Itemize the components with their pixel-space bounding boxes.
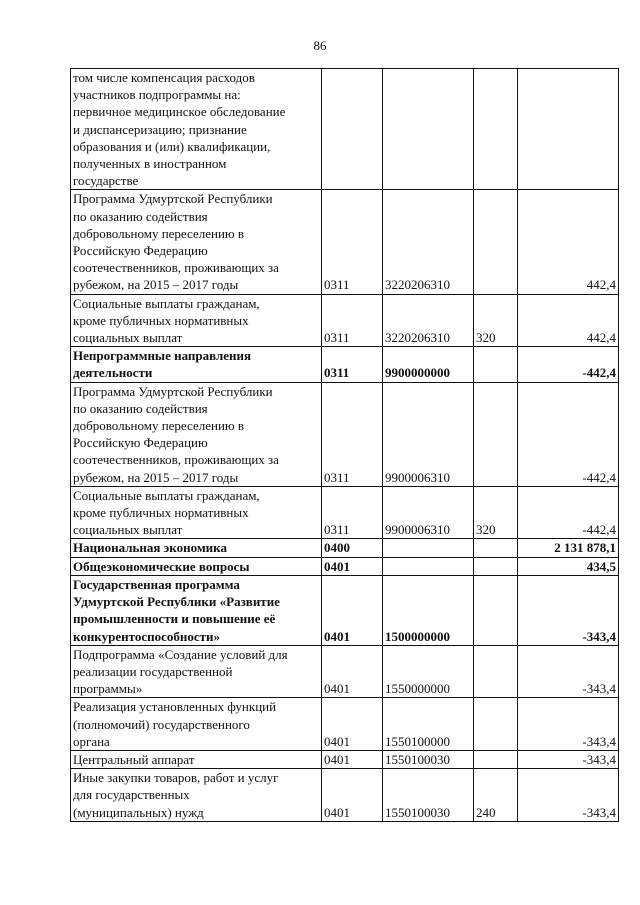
- row-name: [71, 557, 322, 575]
- table-row: [71, 575, 619, 645]
- row-name: [71, 347, 322, 382]
- row-article-code-text: 3220206310: [385, 277, 450, 293]
- row-name: [71, 294, 322, 347]
- row-section-code-text: 0401: [324, 681, 350, 697]
- row-article-code: [383, 486, 474, 539]
- row-amount: [518, 69, 619, 190]
- row-section-code-text: 0311: [324, 330, 350, 346]
- row-section-code-text: 0311: [324, 277, 350, 293]
- row-article-code: [383, 698, 474, 751]
- row-amount: [518, 557, 619, 575]
- table-row: [71, 294, 619, 347]
- row-name: [71, 382, 322, 486]
- row-name-text: Реализация установленных функций (полномочий) государственного органа: [73, 699, 277, 749]
- table-row: [71, 539, 619, 557]
- row-name-text: Иные закупки товаров, работ и услуг для государственных (муниципальных) нужд: [73, 770, 279, 820]
- row-article-code-text: 1550100030: [385, 804, 450, 820]
- row-section-code: [322, 190, 383, 294]
- row-amount-text: -343,4: [582, 681, 616, 697]
- table-row: [71, 382, 619, 486]
- row-article-code: [383, 347, 474, 382]
- row-section-code-text: 0401: [324, 628, 350, 644]
- row-section-code: [322, 750, 383, 768]
- row-name: [71, 645, 322, 698]
- row-name-text: Программа Удмуртской Республики по оказанию содействия добровольному переселению в Российскую Федерацию соотечественников, проживающих за рубежом, на 2015 – 2017 годы: [73, 383, 279, 485]
- row-article-code-text: 1550100000: [385, 733, 450, 749]
- row-expense-type: [474, 769, 518, 822]
- row-section-code: [322, 575, 383, 645]
- row-name-text: Подпрограмма «Создание условий для реализации государственной программы»: [73, 646, 288, 697]
- row-section-code: [322, 294, 383, 347]
- row-name-text: Национальная экономика: [73, 540, 227, 556]
- row-section-code-text: 0401: [324, 733, 350, 749]
- row-article-code: [383, 645, 474, 698]
- budget-table-body: [71, 69, 619, 822]
- table-row: [71, 698, 619, 751]
- row-amount: [518, 575, 619, 645]
- row-amount-text: -343,4: [582, 804, 616, 820]
- row-name-text: Непрограммные направления деятельности: [73, 348, 252, 381]
- row-section-code-text: 0311: [324, 469, 350, 485]
- row-section-code: [322, 645, 383, 698]
- row-name: [71, 539, 322, 557]
- budget-table: [70, 68, 619, 822]
- row-amount: [518, 294, 619, 347]
- row-amount-text: 2 131 878,1: [554, 540, 616, 556]
- row-section-code: [322, 557, 383, 575]
- row-name-text: Центральный аппарат: [73, 751, 195, 767]
- row-expense-type: [474, 539, 518, 557]
- row-section-code: [322, 382, 383, 486]
- row-amount-text: -442,4: [582, 469, 616, 485]
- row-expense-type-text: 320: [476, 522, 496, 538]
- row-article-code: [383, 557, 474, 575]
- row-article-code-text: 3220206310: [385, 330, 450, 346]
- table-row: [71, 190, 619, 294]
- table-row: [71, 769, 619, 822]
- row-amount-text: -343,4: [582, 628, 616, 644]
- row-amount: [518, 347, 619, 382]
- row-article-code: [383, 69, 474, 190]
- row-name: [71, 698, 322, 751]
- row-amount: [518, 382, 619, 486]
- row-name: [71, 190, 322, 294]
- row-name: [71, 769, 322, 822]
- row-expense-type: [474, 557, 518, 575]
- table-row: [71, 69, 619, 190]
- row-section-code-text: 0311: [324, 522, 350, 538]
- row-name-text: Программа Удмуртской Республики по оказанию содействия добровольному переселению в Российскую Федерацию соотечественников, проживающих за рубежом, на 2015 – 2017 годы: [73, 191, 279, 293]
- row-name: [71, 486, 322, 539]
- row-expense-type-text: 240: [476, 804, 496, 820]
- row-section-code: [322, 698, 383, 751]
- row-article-code: [383, 294, 474, 347]
- table-row: [71, 645, 619, 698]
- table-row: [71, 486, 619, 539]
- row-amount: [518, 645, 619, 698]
- row-name: [71, 69, 322, 190]
- row-expense-type: [474, 645, 518, 698]
- row-name: [71, 575, 322, 645]
- row-section-code-text: 0400: [324, 540, 350, 556]
- row-expense-type: [474, 69, 518, 190]
- row-name-text: Государственная программа Удмуртской Республики «Развитие промышленности и повышение её конкурентоспособности»: [73, 576, 280, 644]
- row-amount: [518, 190, 619, 294]
- row-article-code: [383, 575, 474, 645]
- row-article-code-text: 1550000000: [385, 681, 450, 697]
- row-section-code: [322, 486, 383, 539]
- row-expense-type: [474, 347, 518, 382]
- row-amount-text: 442,4: [586, 330, 616, 346]
- table-row: [71, 347, 619, 382]
- row-amount: [518, 486, 619, 539]
- row-expense-type: [474, 294, 518, 347]
- row-name-text: Общеэкономические вопросы: [73, 558, 250, 574]
- row-expense-type: [474, 698, 518, 751]
- page-number: 86: [313, 38, 327, 53]
- row-section-code-text: 0401: [324, 558, 350, 574]
- row-article-code: [383, 382, 474, 486]
- row-amount-text: 434,5: [586, 558, 616, 574]
- row-name-text: том числе компенсация расходов участников подпрограммы на: первичное медицинское обследование и диспансеризацию; признание образования и (или) квалификации, полученных в иностранном государстве: [73, 70, 286, 189]
- row-section-code-text: 0311: [324, 365, 350, 381]
- row-name-text: Социальные выплаты гражданам, кроме публичных нормативных социальных выплат: [73, 487, 260, 538]
- table-row: [71, 750, 619, 768]
- row-amount-text: -442,4: [582, 522, 616, 538]
- row-expense-type: [474, 575, 518, 645]
- row-article-code-text: 9900006310: [385, 522, 450, 538]
- row-article-code: [383, 190, 474, 294]
- row-amount-text: 442,4: [586, 277, 616, 293]
- row-article-code-text: 9900000000: [385, 365, 450, 381]
- row-section-code-text: 0401: [324, 751, 350, 767]
- row-amount-text: -343,4: [582, 733, 616, 749]
- row-article-code-text: 9900006310: [385, 469, 450, 485]
- row-section-code: [322, 539, 383, 557]
- row-expense-type: [474, 382, 518, 486]
- row-article-code: [383, 769, 474, 822]
- row-expense-type: [474, 190, 518, 294]
- row-section-code: [322, 769, 383, 822]
- table-row: [71, 557, 619, 575]
- row-amount: [518, 539, 619, 557]
- row-section-code: [322, 69, 383, 190]
- row-section-code: [322, 347, 383, 382]
- row-amount: [518, 769, 619, 822]
- row-expense-type: [474, 486, 518, 539]
- row-amount-text: -442,4: [582, 365, 616, 381]
- row-article-code: [383, 750, 474, 768]
- row-amount-text: -343,4: [582, 751, 616, 767]
- row-amount: [518, 750, 619, 768]
- row-name-text: Социальные выплаты гражданам, кроме публичных нормативных социальных выплат: [73, 295, 260, 346]
- row-section-code-text: 0401: [324, 804, 350, 820]
- row-expense-type: [474, 750, 518, 768]
- row-article-code: [383, 539, 474, 557]
- row-expense-type-text: 320: [476, 330, 496, 346]
- row-article-code-text: 1550100030: [385, 751, 450, 767]
- row-article-code-text: 1500000000: [385, 628, 450, 644]
- row-name: [71, 750, 322, 768]
- row-amount: [518, 698, 619, 751]
